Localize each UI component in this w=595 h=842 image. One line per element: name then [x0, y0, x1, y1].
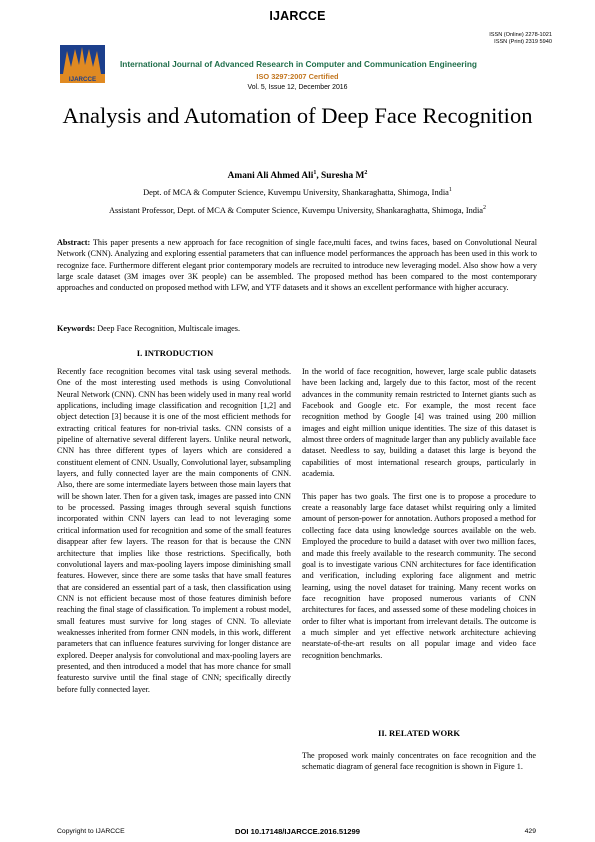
abstract-label: Abstract:: [57, 238, 91, 247]
paper-title: Analysis and Automation of Deep Face Recognition: [62, 103, 533, 128]
affiliation-2: [0, 206, 595, 215]
affiliation-1-sup: 1: [448, 187, 452, 194]
intro-paragraph-2: In the world of face recognition, however, large scale public datasets have been lacking and, largely due to this factor, most of the recent advances in the community remain restricted to Internet giants such as Facebook and Google etc. For example, the most recent face recognition method by Google [4] was trained using 200 million images and eight million unique identities. The size of this dataset is almost three orders of magnitude larger than any publicly available face dataset. Needless to say, building a dataset this large is beyond the capabilities of most international research groups, particularly in academia.: [302, 367, 536, 479]
intro-paragraph-3: This paper has two goals. The first one is to propose a procedure to create a reasonably large face dataset whilst requiring only a limited amount of person-power for annotation. Authors proposed a method for collecting face data using knowledge sources available on the web. Employed the procedure to build a dataset with over two million faces, and made this freely available to the research community. The second goal is to investigate various CNN architectures for face identification and verification, including exploring face alignment and metric learning, using the novel dataset for training. Many recent works on face recognition have proposed numerous variants of CNN architectures for faces, and assessed some of these modeling choices in order to filter what is important from irrelevant details. The outcome is a much simpler and yet effective network architecture achieving nearstate-of-the-art results on all popular image and video face recognition benchmarks.: [302, 491, 536, 660]
affiliation-2-sup: 2: [483, 205, 487, 212]
intro-left-column: [57, 366, 291, 695]
keywords: [57, 324, 537, 333]
abstract-text: This paper presents a new approach for face recognition of single face,multi faces, and twins faces, based on Convolutional Neural Network (CNN). Analyzing and exploring essential parameters that can influence model performances the approach has been used in this work to recognize face. Furthermore different elegant prior contemporary models are recruited to introduce new leveraging model. Also show how a very large scale dataset (3M images over 3K people) can be assembled. The proposed method has been compared to the most contemporary approaches and conducted on proposed method with LFW, and YTF datasets and it shows an excellent performance with higher accuracy.: [57, 238, 537, 293]
intro-right-column: [302, 366, 536, 661]
footer-copyright: Copyright to IJARCCE: [57, 828, 125, 835]
author-line: [0, 171, 595, 181]
journal-abbrev: IJARCCE: [269, 9, 326, 23]
issn-online: ISSN (Online) 2278-1021: [489, 32, 552, 38]
keywords-label: Keywords:: [57, 324, 96, 333]
volume-issue: Vol. 5, Issue 12, December 2016: [247, 84, 348, 91]
affiliation-1-text: Dept. of MCA & Computer Science, Kuvempu University, Shankaraghatta, Shimoga, India: [143, 188, 449, 197]
author-2: Suresha M: [321, 171, 365, 181]
affiliation-1: [0, 188, 595, 197]
keywords-text: Deep Face Recognition, Multiscale images.: [95, 324, 241, 333]
certification: ISO 3297:2007 Certified: [256, 72, 339, 81]
author-2-sup: 2: [364, 169, 368, 176]
author-1: Amani Ali Ahmed Ali: [227, 171, 314, 181]
logo-text: IJARCCE: [68, 76, 97, 83]
page-number: 429: [524, 828, 536, 835]
footer-doi: DOI 10.17148/IJARCCE.2016.51299: [235, 827, 360, 836]
related-work-paragraph: The proposed work mainly concentrates on face recognition and the schematic diagram of general face recognition is shown in Figure 1.: [302, 751, 536, 772]
intro-paragraph-1: Recently face recognition becomes vital task using several methods. One of the most interesting used methods is using Convolutional Neural Network (CNN). CNN has been widely used in many real world applications, including image classification and recognition [1,2] and object detection [3] because it is one of the most efficient methods for extracting critical features for non-trivial tasks. CNN consists of a pipeline of alternative several different layers. Unlike neural network, CNN has three different types of layers which are considered a constituent element of CNN. Usually, Convolutional layer, subsampling layers, and fully connected layer are the main components of CNN. Also, there are some intermediate layers between those main layers that will be shown later. Then for a given task, images are passed into CNN to be processed. Passing images through several squish functions incorporated within CNN layers can lead to not leveraging some critical information used for recognition and some of the small features disappear after few layers. The reason for that is because the CNN architecture that implies like those restrictions. Specifically, both convolutional layers and max-pooling layers impose diminishing small features. However, since there are some tasks that have small features that are considered an essential part of a task, then classification using CNN is not efficient because most of those features diminish before reaching the final stage of classification. To implement a robust model, small features must survive for long stages of CNN. To alleviate weaknesses inherited from former CNN models, in this work, different parameters that can influence features surviving for longer distance are explored. Deeper analysis for convolutional and max-pooling layers are presented, and then introduced a model that has more chance for small featuresto survive until the final stage of CNN; specifically directly before fully connected layer.: [57, 367, 291, 694]
section-heading-related-work: II. RELATED WORK: [377, 728, 461, 738]
section-heading-introduction: I. INTRODUCTION: [136, 348, 214, 358]
affiliation-2-text: Assistant Professor, Dept. of MCA & Computer Science, Kuvempu University, Shankaraghatta, Shimoga, India: [108, 206, 484, 215]
author-1-sup: 1: [313, 169, 317, 176]
author-separator: ,: [316, 171, 322, 181]
abstract: [57, 237, 537, 294]
issn-print: ISSN (Print) 2319 5940: [494, 39, 552, 45]
journal-name: International Journal of Advanced Research in Computer and Communication Engineering: [120, 59, 477, 69]
